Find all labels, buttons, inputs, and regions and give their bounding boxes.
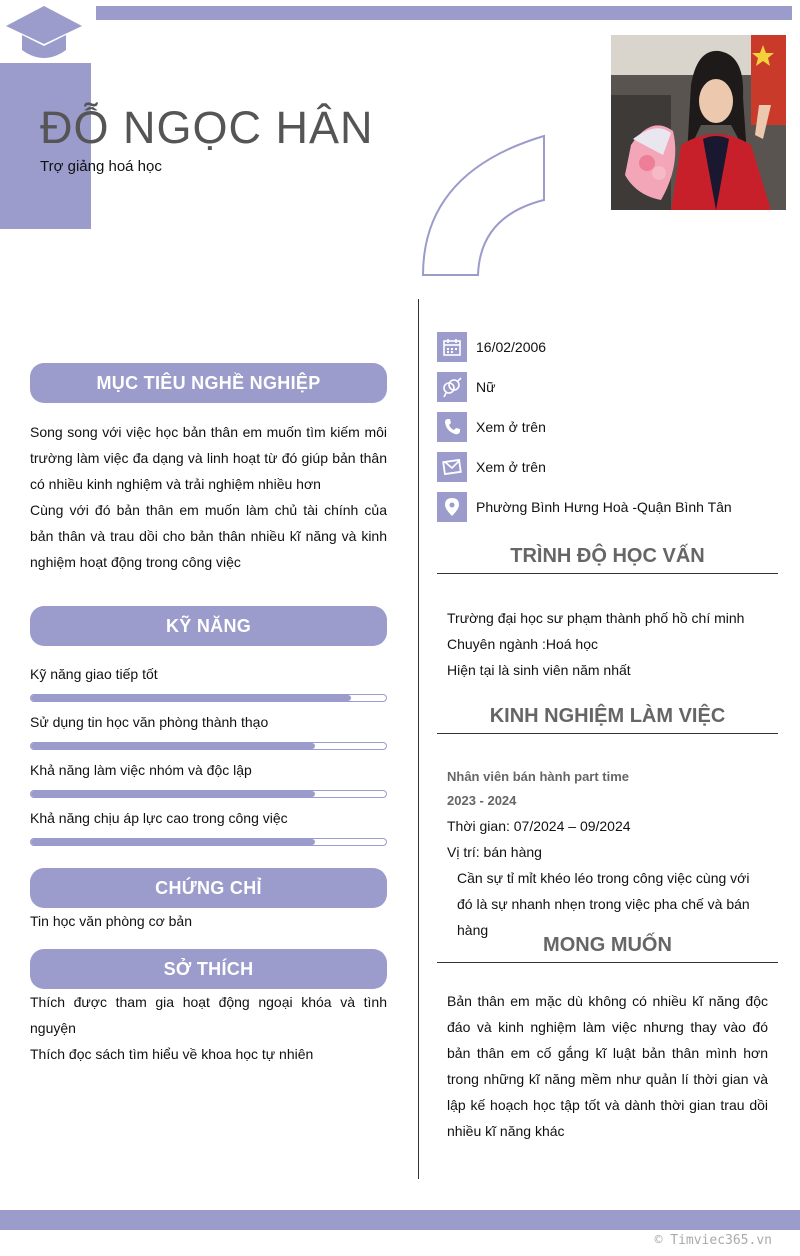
objective-line: Cùng với đó bản thân em muốn làm chủ tài chính của bản thân và trau dồi cho bản thân nhiều kĩ năng và kinh nghiệm hoạt động trong công việc [30, 502, 387, 570]
wishes-paragraph: Bản thân em mặc dù không có nhiều kĩ năng độc đáo và kinh nghiệm làm việc nhưng thay vào đó bản thân em cố gắng kĩ luật bản thân mình hơn trong những kĩ năng mềm như quản lí thời gian và lập kế hoạch học tập tốt và dành thời gian trau dồi nhiều kĩ năng khác [447, 993, 768, 1139]
skill-label: Khả năng làm việc nhóm và độc lập [30, 762, 252, 778]
hobbies-text [30, 989, 387, 1067]
gender-value: Nữ [476, 379, 496, 395]
hobby-line: Thích được tham gia hoạt động ngoại khóa và tình nguyện [30, 994, 387, 1036]
experience-years: 2023 - 2024 [447, 793, 517, 808]
skill-bar [30, 838, 387, 846]
skill-bar-fill [31, 791, 315, 797]
contact-phone [437, 412, 546, 442]
watermark: © Timviec365.vn [654, 1233, 772, 1248]
skill-label: Kỹ năng giao tiếp tốt [30, 666, 158, 682]
skill-label: Sử dụng tin học văn phòng thành thạo [30, 714, 269, 730]
skill-bar-fill [31, 743, 315, 749]
certificates-text [30, 908, 387, 934]
skill-item [30, 809, 387, 846]
experience-text [447, 765, 768, 943]
birthday-value: 16/02/2006 [476, 339, 547, 355]
skills-heading: KỸ NĂNG [30, 606, 387, 646]
education-line: Trường đại học sư phạm thành phố hồ chí minh [447, 610, 745, 626]
skill-bar [30, 790, 387, 798]
wishes-heading: MONG MUỐN [437, 927, 778, 963]
objective-text [30, 419, 387, 575]
experience-description: Cần sự tỉ mỉt khéo léo trong công việc cùng với đó là sự nhanh nhẹn trong việc pha chế và bán hàng [457, 870, 750, 938]
education-line: Hiện tại là sinh viên năm nhất [447, 662, 631, 678]
certificates-heading: CHỨNG CHỈ [30, 868, 387, 908]
contact-gender [437, 372, 495, 402]
phone-value: Xem ở trên [476, 419, 546, 435]
objective-line: Song song với việc học bản thân em muốn tìm kiếm môi trường làm việc đa dạng và linh hoạt từ đó giúp bản thân có nhiều kinh nghiệm và trải nghiệm nhiều hơn [30, 424, 387, 492]
skill-label: Khả năng chịu áp lực cao trong công việc [30, 810, 288, 826]
decorative-arc [420, 132, 550, 278]
skill-item [30, 665, 387, 702]
job-title: Trợ giảng hoá học [40, 158, 162, 175]
wishes-text [447, 988, 768, 1144]
experience-position: Vị trí: bán hàng [447, 844, 542, 860]
hobby-line: Thích đọc sách tìm hiểu về khoa học tự nhiên [30, 1046, 314, 1062]
experience-heading: KINH NGHIỆM LÀM VIỆC [437, 698, 778, 734]
skill-bar-fill [31, 695, 351, 701]
experience-period: Thời gian: 07/2024 – 09/2024 [447, 818, 631, 834]
skill-bar-fill [31, 839, 315, 845]
top-accent-bar [96, 6, 792, 20]
hobbies-heading: SỞ THÍCH [30, 949, 387, 989]
objective-heading: MỤC TIÊU NGHỀ NGHIỆP [30, 363, 387, 403]
profile-photo [611, 35, 786, 210]
contact-address [437, 492, 732, 522]
skill-item [30, 713, 387, 750]
calendar-icon [437, 332, 467, 362]
education-line: Chuyên ngành :Hoá học [447, 636, 598, 652]
mail-icon [437, 452, 467, 482]
column-divider [418, 299, 419, 1179]
email-value: Xem ở trên [476, 459, 546, 475]
skill-bar [30, 742, 387, 750]
education-heading: TRÌNH ĐỘ HỌC VẤN [437, 538, 778, 574]
experience-role: Nhân viên bán hành part time [447, 769, 630, 784]
phone-icon [437, 412, 467, 442]
skill-item [30, 761, 387, 798]
gender-icon [437, 372, 467, 402]
location-pin-icon [437, 492, 467, 522]
bottom-accent-bar [0, 1210, 800, 1230]
education-text [447, 605, 768, 683]
contact-email [437, 452, 546, 482]
address-value: Phường Bình Hưng Hoà -Quận Bình Tân [476, 499, 732, 515]
candidate-name: ĐỖ NGỌC HÂN [40, 102, 374, 153]
skill-bar [30, 694, 387, 702]
graduation-cap-icon [4, 4, 84, 62]
contact-birthday [437, 332, 546, 362]
certificate-item: Tin học văn phòng cơ bản [30, 913, 192, 929]
